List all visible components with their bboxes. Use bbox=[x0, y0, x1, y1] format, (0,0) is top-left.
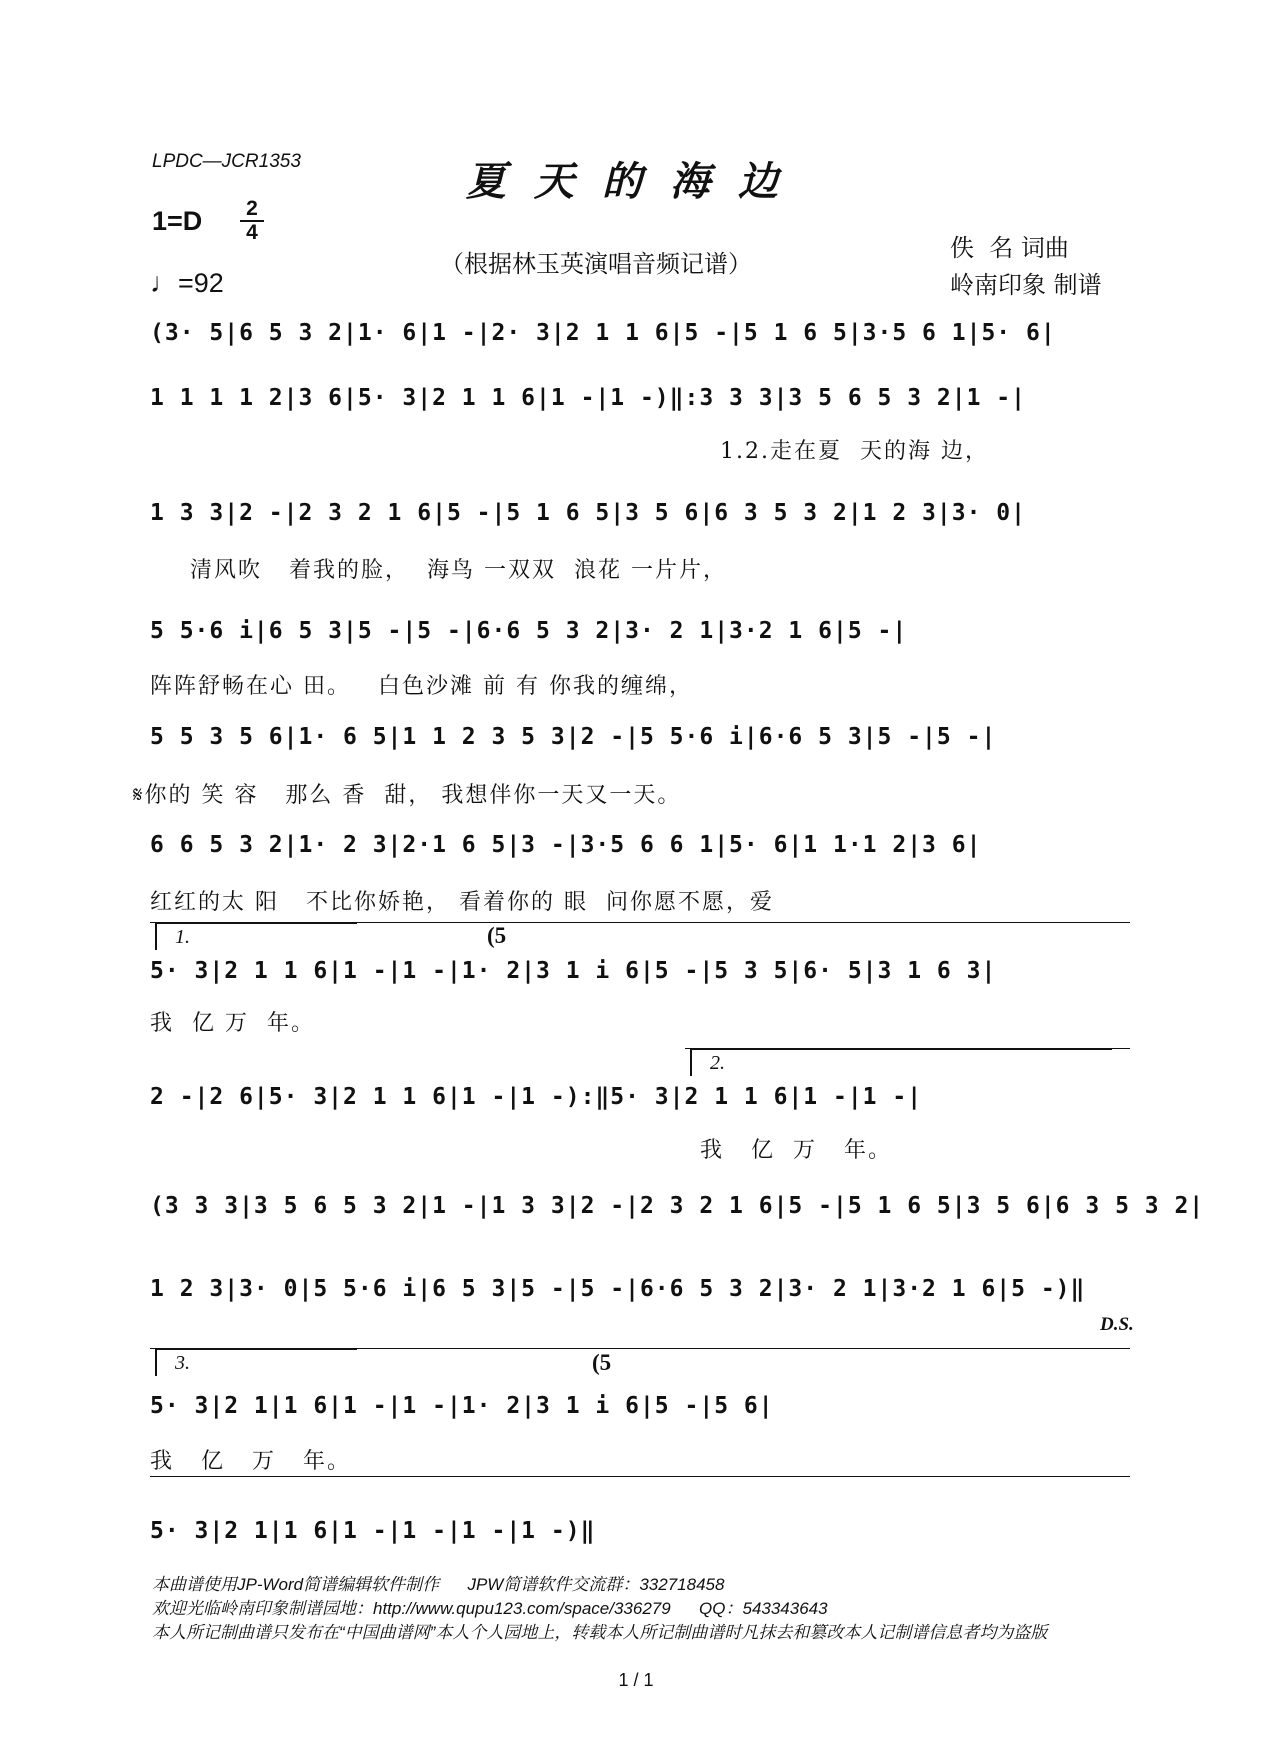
footer-line-1: 本曲谱使用JP-Word简谱编辑软件制作 JPW简谱软件交流群：332718458 bbox=[152, 1575, 725, 1594]
score-line-5: 5 5 3 5 6|1· 6 5|1 1 2 3 5 3|2 -|5 5·6 i|6·6 5 3|5 -|5 -| bbox=[150, 724, 997, 750]
quarter-note-icon: ♩ bbox=[150, 267, 178, 298]
score-line-4: 5 5·6 i|6 5 3|5 -|5 -|6·6 5 3 2|3· 2 1|3·2 1 6|5 -| bbox=[150, 618, 908, 644]
score-line-3: 1 3 3|2 -|2 3 2 1 6|5 -|5 1 6 5|3 5 6|6 3 5 3 2|1 2 3|3· 0| bbox=[150, 500, 1026, 526]
volta-label-1: 1. bbox=[175, 926, 190, 948]
paren-five-1: (5 bbox=[487, 923, 507, 948]
volta-label-3: 3. bbox=[175, 1352, 190, 1374]
volta-label-2: 2. bbox=[710, 1052, 725, 1074]
paren-five-2: (5 bbox=[592, 1350, 612, 1375]
score-line-12: 5· 3|2 1|1 6|1 -|1 -|1 -|1 -)‖ bbox=[150, 1518, 596, 1544]
final-rule bbox=[150, 1476, 1130, 1477]
tempo-value: =92 bbox=[178, 268, 224, 298]
page-number: 1 / 1 bbox=[618, 1670, 654, 1690]
score-line-9: (3 3 3|3 5 6 5 3 2|1 -|1 3 3|2 -|2 3 2 1 6|5 -|5 1 6 5|3 5 6|6 3 5 3 2| bbox=[150, 1193, 1205, 1219]
score-line-2: 1 1 1 1 2|3 6|5· 3|2 1 1 6|1 -|1 -)‖:3 3 3|3 5 6 5 3 2|1 -| bbox=[150, 385, 1026, 411]
volta-bracket-3 bbox=[155, 1348, 357, 1376]
score-line-11: 5· 3|2 1|1 6|1 -|1 -|1· 2|3 1 i 6|5 -|5 6| bbox=[150, 1393, 774, 1419]
lyric-line-5: 𝄋你的 笑 容 那么 香 甜， 我想伴你一天又一天。 bbox=[133, 783, 682, 808]
score-line-1: (3· 5|6 5 3 2|1· 6|1 -|2· 3|2 1 1 6|5 -|5 1 6 5|3·5 6 1|5· 6| bbox=[150, 320, 1056, 346]
song-title: 夏天的海边 bbox=[466, 158, 806, 205]
subtitle: （根据林玉英演唱音频记谱） bbox=[440, 250, 752, 278]
volta-bracket-1 bbox=[155, 922, 357, 950]
score-line-6: 6 6 5 3 2|1· 2 3|2·1 6 5|3 -|3·5 6 6 1|5· 6|1 1·1 2|3 6| bbox=[150, 832, 982, 858]
footer-line-2: 欢迎光临岭南印象制谱园地：http://www.qupu123.com/space/336279 QQ：543343643 bbox=[152, 1599, 828, 1618]
score-line-7: 5· 3|2 1 1 6|1 -|1 -|1· 2|3 1 i 6|5 -|5 3 5|6· 5|3 1 6 3| bbox=[150, 958, 997, 984]
credit-lyrics-music: 佚 名 词曲 bbox=[950, 234, 1069, 262]
footer-line-3: 本人所记制曲谱只发布在“中国曲谱网”本人个人园地上，转载本人所记制曲谱时凡抹去和篡改本人记制谱信息者均为盗版 bbox=[152, 1623, 1048, 1642]
score-line-8: 2 -|2 6|5· 3|2 1 1 6|1 -|1 -):‖5· 3|2 1 1 6|1 -|1 -| bbox=[150, 1084, 923, 1110]
lyric-line-4: 阵阵舒畅在心 田。 白色沙滩 前 有 你我的缠绵， bbox=[150, 674, 693, 699]
credit-transcriber: 岭南印象 制谱 bbox=[950, 271, 1102, 299]
score-code: LPDC—JCR1353 bbox=[152, 151, 301, 172]
time-signature bbox=[240, 199, 264, 243]
lyric-line-7: 我 亿 万 年。 bbox=[150, 1011, 315, 1036]
lyric-line-3: 清风吹 着我的脸， 海鸟 一双双 浪花 一片片， bbox=[190, 558, 727, 583]
time-signature-bottom: 4 bbox=[246, 221, 258, 244]
lyric-line-2: 1.2.走在夏 天的海 边， bbox=[720, 439, 989, 464]
score-line-10: 1 2 3|3· 0|5 5·6 i|6 5 3|5 -|5 -|6·6 5 3 2|3· 2 1|3·2 1 6|5 -)‖ bbox=[150, 1276, 1086, 1302]
key-signature: 1=D bbox=[152, 206, 203, 236]
ds-marking: D.S. bbox=[1100, 1314, 1134, 1335]
volta-bracket-2 bbox=[690, 1048, 1112, 1076]
lyric-line-11: 我 亿 万 年。 bbox=[150, 1449, 351, 1474]
time-signature-top: 2 bbox=[246, 197, 258, 220]
lyric-line-8: 我 亿 万 年。 bbox=[700, 1138, 892, 1163]
lyric-line-6: 红红的太 阳 不比你娇艳， 看着你的 眼 问你愿不愿，爱 bbox=[150, 890, 774, 915]
